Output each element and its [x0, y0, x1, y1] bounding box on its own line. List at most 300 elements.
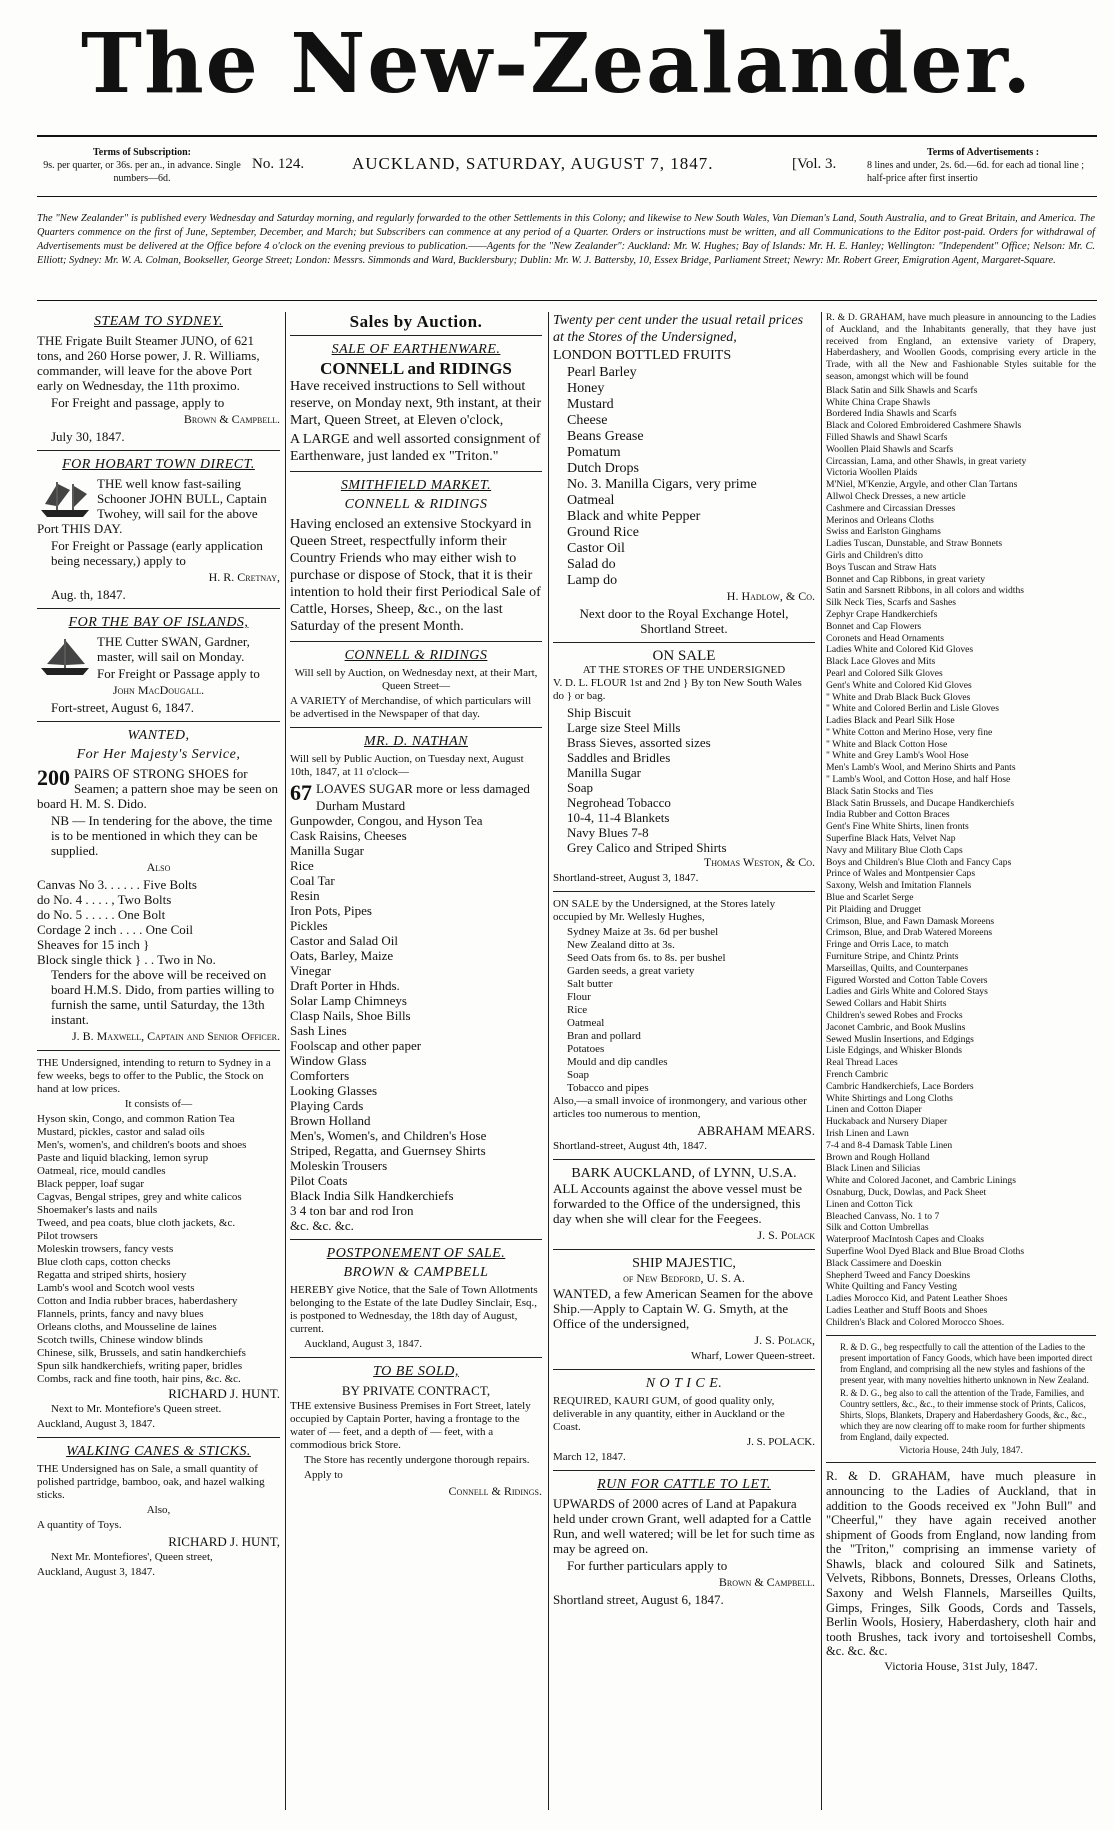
- wanted-heading: WANTED,: [127, 728, 190, 743]
- canes-toys: A quantity of Toys.: [37, 1519, 122, 1531]
- ship-heading: SHIP MAJESTIC,: [632, 1256, 736, 1271]
- list-item: Linen and Cotton Tick: [826, 1198, 913, 1210]
- list-item: Boys Tuscan and Straw Hats: [826, 561, 937, 573]
- notice-heading: N O T I C E.: [645, 1376, 723, 1391]
- hobart-body: THE well know fast-sailing Schooner JOHN BULL, Captain Twohey, will sail for the above Port THIS DAY.: [37, 476, 267, 536]
- list-item: Cashmere and Circassian Dresses: [826, 502, 956, 514]
- list-item: Salt butter: [567, 978, 613, 990]
- variety-intro: Will sell by Auction, on Wednesday next, at their Mart, Queen Street—: [294, 667, 538, 692]
- sold-store: The Store has recently undergone thorough repairs.: [304, 1454, 530, 1466]
- list-item: Shepherd Tweed and Fancy Doeskins: [826, 1269, 971, 1281]
- list-item: Superfine Wool Dyed Black and Blue Broad Cloths: [826, 1245, 1025, 1257]
- list-item: Gent's Fine White Shirts, linen fronts: [826, 821, 969, 833]
- list-item: Manilla Sugar: [567, 765, 642, 780]
- smithfield-heading: SMITHFIELD MARKET.: [340, 478, 492, 493]
- column-2: [290, 312, 542, 1501]
- column-1: [37, 312, 280, 1581]
- postponement-body: HEREBY give Notice, that the Sale of Town Allotments belonging to the Estate of the late Dudley Sinclair, Esq., is postponed to Wednesday, the 18th day of August, current.: [290, 1284, 538, 1335]
- list-item: Sash Lines: [290, 1023, 347, 1038]
- list-item: do No. 4 . . . . , Two Bolts: [37, 892, 172, 907]
- list-item: Black pepper, loaf sugar: [37, 1178, 145, 1190]
- list-item: Cask Raisins, Cheeses: [290, 828, 407, 843]
- list-item: Woollen Plaid Shawls and Scarfs: [826, 443, 954, 455]
- sold-apply: Apply to: [304, 1469, 343, 1481]
- list-item: Mould and dip candles: [567, 1056, 668, 1068]
- earthenware-body: Have received instructions to Sell without reserve, on Monday next, 9th instant, at their Mart, Queen Street, at Eleven o'clock,: [290, 379, 542, 428]
- list-item: Black Linen and Silicias: [826, 1163, 921, 1175]
- nathan-first: LOAVES SUGAR more or less damaged: [316, 781, 530, 796]
- list-item: Oatmeal: [567, 493, 615, 508]
- graham-intro: R. & D. GRAHAM, have much pleasure in announcing to the Ladies of Auckland, and the Inhabitants generally, that they have just received from England, an extensive variety of Drapery, Haberdashery, and Woollen Goods, comprising every article in the Trade, with all the New and Fashionable Styles suitable for the season, amongst which will be found: [826, 312, 1096, 382]
- list-item: 10-4, 11-4 Blankets: [567, 810, 670, 825]
- london-items: [553, 365, 815, 589]
- canes-address: Next Mr. Montefiores', Queen street,: [51, 1551, 213, 1563]
- list-item: White China Crape Shawls: [826, 396, 931, 408]
- list-item: Pomatum: [567, 445, 621, 460]
- list-item: Rice: [290, 858, 314, 873]
- column-3: [553, 312, 815, 1609]
- hunt-sign: RICHARD J. HUNT.: [168, 1386, 280, 1401]
- list-item: Crimson, Blue, and Fawn Damask Moreens: [826, 915, 995, 927]
- run-heading: RUN FOR CATTLE TO LET.: [597, 1477, 771, 1492]
- separator: [553, 891, 815, 892]
- list-item: Gent's White and Colored Kid Gloves: [826, 679, 972, 691]
- list-item: Striped, Regatta, and Guernsey Shirts: [290, 1143, 486, 1158]
- separator: [826, 1462, 1096, 1463]
- ship-sub: of New Bedford, U. S. A.: [623, 1271, 745, 1285]
- list-item: Men's, women's, and children's boots and shoes: [37, 1139, 247, 1151]
- list-item: Comforters: [290, 1068, 350, 1083]
- list-item: Cordage 2 inch . . . . One Coil: [37, 922, 193, 937]
- wanted-items: [37, 877, 280, 967]
- smithfield-body: Having enclosed an extensive Stockyard in Queen Street, respectfully inform their Country Friends who may either wish to purchase or dispose of Stock, that it is their intention to hold their first Periodical Sale of Cattle, Horses, Sheep, &c., on the last Saturday of the present Month.: [290, 517, 541, 634]
- list-item: Ship Biscuit: [567, 705, 631, 720]
- list-item: Manilla Sugar: [290, 843, 365, 858]
- list-item: Foolscap and other paper: [290, 1038, 422, 1053]
- list-item: Victoria Woollen Plaids: [826, 467, 918, 479]
- mears-date: Shortland-street, August 4th, 1847.: [553, 1140, 707, 1152]
- hobart-heading: FOR HOBART TOWN DIRECT.: [62, 457, 255, 472]
- list-item: Flannels, prints, fancy and navy blues: [37, 1308, 204, 1320]
- wanted-sign: J. B. Maxwell, Captain and Senior Officer.: [71, 1029, 280, 1043]
- wanted-nb: NB — In tendering for the above, the time is to be mentioned in which they can be supplied.: [51, 813, 273, 858]
- masthead-title: The New-Zealander.: [81, 16, 1033, 112]
- list-item: Castor and Salad Oil: [290, 933, 398, 948]
- variety-body: A VARIETY of Merchandise, of which particulars will be advertised in the Newspaper of that day.: [290, 695, 532, 720]
- list-item: Bran and pollard: [567, 1030, 641, 1042]
- list-item: 7-4 and 8-4 Damask Table Linen: [826, 1139, 953, 1151]
- ship-address: Wharf, Lower Queen-street.: [691, 1350, 815, 1362]
- top-rule: [37, 135, 1097, 137]
- hunt-items: [37, 1113, 280, 1386]
- postponement-date: Auckland, August 3, 1847.: [304, 1338, 422, 1350]
- list-item: Large size Steel Mills: [567, 720, 681, 735]
- list-item: Fringe and Orris Lace, to match: [826, 939, 949, 951]
- separator: [553, 1249, 815, 1250]
- list-item: Negrohead Tobacco: [567, 795, 671, 810]
- sold-sub: BY PRIVATE CONTRACT,: [341, 1383, 491, 1398]
- separator: [553, 1159, 815, 1160]
- list-item: Grey Calico and Striped Shirts: [567, 840, 727, 855]
- list-item: Men's Lamb's Wool, and Merino Shirts and Pants: [826, 762, 1016, 774]
- london-address: Next door to the Royal Exchange Hotel, Shortland Street.: [579, 606, 789, 636]
- subscription-terms: [37, 146, 247, 185]
- hunt-date: Auckland, August 3, 1847.: [37, 1418, 155, 1430]
- list-item: Black Satin and Silk Shawls and Scarfs: [826, 384, 978, 396]
- list-item: Soap: [567, 780, 593, 795]
- list-item: Ladies Tuscan, Dunstable, and Straw Bonnets: [826, 538, 1003, 550]
- run-further: For further particulars apply to: [567, 1558, 728, 1573]
- earthenware-lot: A LARGE and well assorted consignment of Earthenware, just landed ex "Triton.": [290, 432, 541, 464]
- postponement-firm: BROWN & CAMPBELL: [343, 1265, 489, 1280]
- hobart-freight: For Freight or Passage (early application being necessary,) apply to: [51, 538, 263, 568]
- separator: [290, 335, 542, 336]
- list-item: Canvas No 3. . . . . . Five Bolts: [37, 877, 197, 892]
- list-item: Beans Grease: [567, 429, 644, 444]
- list-item: Silk Neck Ties, Scarfs and Sashes: [826, 597, 957, 609]
- list-item: Pearl Barley: [567, 365, 637, 380]
- list-item: Pilot trowsers: [37, 1230, 98, 1242]
- separator: [290, 1239, 542, 1240]
- list-item: Zephyr Crape Handkerchiefs: [826, 608, 938, 620]
- list-item: 3 4 ton bar and rod Iron: [290, 1203, 414, 1218]
- list-item: " White Cotton and Merino Hose, very fine: [826, 726, 993, 738]
- list-item: Pit Plaiding and Drugget: [826, 903, 922, 915]
- list-item: Jaconet Cambric, and Book Muslins: [826, 1021, 966, 1033]
- list-item: " White and Grey Lamb's Wool Hose: [826, 750, 969, 762]
- list-item: Orleans cloths, and Mousseline de laines: [37, 1321, 217, 1333]
- column-rule: [548, 312, 549, 1810]
- list-item: Bonnet and Cap Ribbons, in great variety: [826, 573, 986, 585]
- list-item: Mustard: [567, 397, 614, 412]
- list-item: Oatmeal: [567, 1017, 605, 1029]
- graham-p3: R. & D. G., beg also to call the attention of the Trade, Families, and Country settlers, &c., &c., to their immense stock of Prints, Calicos, Shirts, Slops, Blankets, Drapery and Haberdashery Goods, &c., &c., which they are now clearing off to make room for further shipments from England, daily expected.: [840, 1387, 1087, 1442]
- onsale-sign: Thomas Weston, & Co.: [703, 855, 815, 869]
- list-item: Waterproof MacIntosh Capes and Cloaks: [826, 1234, 985, 1246]
- ship-icon: [37, 636, 93, 678]
- notice-rule: [37, 300, 1097, 301]
- separator: [553, 1470, 815, 1471]
- notice-sign: J. S. POLACK.: [746, 1436, 815, 1448]
- graham-date: Victoria House, 24th July, 1847.: [899, 1444, 1023, 1456]
- hunt-consists: It consists of—: [124, 1098, 193, 1110]
- list-item: Black Satin Stocks and Ties: [826, 785, 934, 797]
- list-item: Garden seeds, a great variety: [567, 965, 695, 977]
- list-item: Black Lace Gloves and Mits: [826, 656, 936, 668]
- list-item: Shoemaker's lasts and nails: [37, 1204, 158, 1216]
- wanted-number: 200: [37, 765, 70, 790]
- separator: [290, 641, 542, 642]
- sales-heading: Sales by Auction.: [349, 312, 483, 331]
- issue-number: No. 124.: [252, 156, 305, 172]
- separator: [826, 1335, 1096, 1336]
- list-item: India Rubber and Cotton Braces: [826, 809, 950, 821]
- list-item: Moleskin trowsers, fancy vests: [37, 1243, 174, 1255]
- list-item: Brown Holland: [290, 1113, 371, 1128]
- mears-body: ON SALE by the Undersigned, at the Stores lately occupied by Mr. Wellesly Hughes,: [553, 898, 776, 923]
- list-item: Cagvas, Bengal stripes, grey and white calicos: [37, 1191, 242, 1203]
- list-item: Resin: [290, 888, 320, 903]
- list-item: Navy Blues 7-8: [567, 825, 649, 840]
- wanted-body: PAIRS OF STRONG SHOES for Seamen; a pattern shoe may be seen on board H. M. S. Dido.: [37, 766, 278, 811]
- list-item: Combs, rack and fine tooth, hair pins, &c. &c.: [37, 1373, 241, 1385]
- sold-heading: TO BE SOLD,: [373, 1364, 459, 1379]
- separator: [553, 642, 815, 643]
- list-item: Huckaback and Nursery Diaper: [826, 1116, 948, 1128]
- list-item: Saxony, Welsh and Imitation Flannels: [826, 880, 972, 892]
- publication-notice: The "New Zealander" is published every Wednesday and Saturday morning, and regularly forwarded to the other Settlements in this Colony; and likewise to New South Wales, Van Dieman's Land, South Australia, and to Great Britain, and America. The Quarters commence on the first of June, September, December, and March; but Subscribers can commence at any period of a Quarter. Orders or instructions must be written, and all Communications to the Editor post-paid. Orders for withdrawal of Advertisements must be delivered at the Office before 4 o'clock on the evening previous to publication.——Agents for the "New Zealander": Auckland: Mr. W. Hughes; Bay of Islands: Mr. H. E. Hanley; Wellington: "Independent" Office; Nelson: Mr. C. Elliott; Sydney: Mr. W. A. Colman, Bookseller, George Street; London: Messrs. Simmonds and Ward, Bucklersbury; Dublin: Mr. W. J. Battersby, 10, Essex Bridge, Parliament Street; Newry: Mr. Robert Greer, Emigration Agent, Margaret-Square.: [37, 213, 1095, 266]
- list-item: Bonnet and Cap Flowers: [826, 620, 922, 632]
- list-item: Blue and Scarlet Serge: [826, 892, 914, 904]
- list-item: Cambric Handkerchiefs, Lace Borders: [826, 1080, 974, 1092]
- list-item: Mustard, pickles, castor and salad oils: [37, 1126, 205, 1138]
- list-item: " Lamb's Wool, and Cotton Hose, and half Hose: [826, 774, 1011, 786]
- london-sign: H. Hadlow, & Co.: [726, 589, 815, 603]
- separator: [37, 721, 280, 722]
- bay-date: Fort-street, August 6, 1847.: [51, 700, 194, 715]
- advert-text: 8 lines and under, 2s. 6d.—6d. for each ad tional line ; half-price after first insertio: [867, 160, 1085, 184]
- list-item: Black and white Pepper: [567, 509, 701, 524]
- mears-sign: ABRAHAM MEARS.: [697, 1123, 815, 1138]
- list-item: Superfine Black Hats, Velvet Nap: [826, 833, 956, 845]
- graham2-date: Victoria House, 31st July, 1847.: [884, 1659, 1038, 1674]
- list-item: Honey: [567, 381, 605, 396]
- list-item: Crimson, Blue, and Drab Watered Moreens: [826, 927, 993, 939]
- list-item: Pickles: [290, 918, 328, 933]
- list-item: Real Thread Laces: [826, 1057, 898, 1069]
- ship-icon: [37, 478, 93, 520]
- mears-items: [553, 926, 815, 1095]
- list-item: Castor Oil: [567, 541, 625, 556]
- list-item: Pilot Coats: [290, 1173, 348, 1188]
- list-item: Osnaburg, Duck, Dowlas, and Pack Sheet: [826, 1186, 987, 1198]
- hobart-date: Aug. th, 1847.: [51, 587, 126, 602]
- advert-title: Terms of Advertisements :: [926, 147, 1040, 158]
- list-item: Black and Colored Embroidered Cashmere Shawls: [826, 420, 1022, 432]
- onsale-first: V. D. L. FLOUR 1st and 2nd } By ton New South Wales do } or bag.: [553, 677, 802, 702]
- nathan-items: [290, 798, 542, 1233]
- list-item: Bleached Canvass, No. 1 to 7: [826, 1210, 940, 1222]
- list-item: Prince of Wales and Montpensier Caps: [826, 868, 976, 880]
- run-date: Shortland street, August 6, 1847.: [553, 1592, 724, 1607]
- steam-date: July 30, 1847.: [51, 429, 125, 444]
- list-item: Navy and Military Blue Cloth Caps: [826, 844, 963, 856]
- bay-heading: FOR THE BAY OF ISLANDS,: [68, 615, 249, 630]
- list-item: Soap: [567, 1069, 589, 1081]
- list-item: Durham Mustard: [316, 798, 406, 813]
- dateline-rule: [37, 196, 1097, 197]
- list-item: Vinegar: [290, 963, 332, 978]
- list-item: Black Cassimere and Doeskin: [826, 1257, 942, 1269]
- canes-sign: RICHARD J. HUNT,: [168, 1534, 280, 1549]
- sold-body: THE extensive Business Premises in Fort Street, lately occupied by Captain Porter, having a frontage to the water of — feet, and a depth of — feet, with a commodious brick Store.: [290, 1400, 531, 1451]
- bark-heading: BARK AUCKLAND, of LYNN, U.S.A.: [571, 1166, 797, 1181]
- list-item: Sewed Muslin Insertions, and Edgings: [826, 1033, 974, 1045]
- list-item: do No. 5 . . . . . One Bolt: [37, 907, 166, 922]
- nathan-number: 67: [290, 780, 312, 805]
- london-first: LONDON BOTTLED FRUITS: [553, 348, 732, 363]
- separator: [290, 1357, 542, 1358]
- dateline: [37, 140, 1097, 192]
- canes-body: THE Undersigned has on Sale, a small quantity of polished partridge, bamboo, oak, and hazel walking sticks.: [37, 1463, 265, 1501]
- list-item: Satin and Sarsnett Ribbons, in all colors and widths: [826, 585, 1024, 597]
- list-item: Solar Lamp Chimneys: [290, 993, 407, 1008]
- list-item: Swiss and Earlston Ginghams: [826, 526, 941, 538]
- list-item: Salad do: [567, 557, 616, 572]
- list-item: Figured Worsted and Cotton Table Covers: [826, 974, 988, 986]
- bay-sign: John MacDougall.: [112, 683, 205, 697]
- list-item: Gunpowder, Congou, and Hyson Tea: [290, 813, 483, 828]
- graham2-body: R. & D. GRAHAM, have much pleasure in announcing to the Ladies of Auckland, that in addition to the Goods received ex "John Bull" and "Cheerful," they have again received another shipment of Goods from England, now landing from the "Triton," comprising an immense variety of Shawls, black and coloured Silk and Satinets, Velvets, Ribbons, Bonnets, Dresses, Orleans Cloths, Saxony and Welsh Flannels, Marseilles Quilts, Gimps, Fringes, Silk Goods, Cords and Tassels, Berlin Wools, Hosiery, Haberdashery, cloth hair and tooth Brushes, tack ivory and tortoiseshell Combs, &c. &c. &c.: [826, 1469, 1096, 1659]
- list-item: Merinos and Orleans Cloths: [826, 514, 934, 526]
- list-item: Sheaves for 15 inch }: [37, 937, 150, 952]
- list-item: Spun silk handkerchiefs, writing paper, bridles: [37, 1360, 243, 1372]
- list-item: Linen and Cotton Diaper: [826, 1104, 922, 1116]
- list-item: Playing Cards: [290, 1098, 364, 1113]
- list-item: Black India Silk Handkerchiefs: [290, 1188, 454, 1203]
- list-item: Ground Rice: [567, 525, 639, 540]
- list-item: Sewed Collars and Habit Shirts: [826, 998, 947, 1010]
- ship-sign: J. S. Polack,: [754, 1333, 815, 1347]
- list-item: Tweed, and pea coats, blue cloth jackets, &c.: [37, 1217, 236, 1229]
- mears-also: Also,—a small invoice of ironmongery, and various other articles too numerous to mention,: [553, 1095, 807, 1120]
- list-item: Looking Glasses: [290, 1083, 378, 1098]
- subscription-text: 9s. per quarter, or 36s. per an., in advance. Single numbers—6d.: [43, 160, 241, 184]
- list-item: " White and Colored Berlin and Lisle Gloves: [826, 703, 999, 715]
- list-item: Window Glass: [290, 1053, 367, 1068]
- list-item: Cotton and India rubber braces, haberdashery: [37, 1295, 238, 1307]
- nathan-intro: Will sell by Public Auction, on Tuesday next, August 10th, 1847, at 11 o'clock—: [290, 753, 524, 778]
- list-item: Cheese: [567, 413, 608, 428]
- bay-freight: For Freight or Passage apply to: [97, 666, 260, 681]
- list-item: Coal Tar: [290, 873, 335, 888]
- list-item: " White and Drab Black Buck Gloves: [826, 691, 971, 703]
- list-item: Saddles and Bridles: [567, 750, 671, 765]
- notice-date: March 12, 1847.: [553, 1451, 626, 1463]
- list-item: Blue cloth caps, cotton checks: [37, 1256, 171, 1268]
- list-item: Boys and Children's Blue Cloth and Fancy Caps: [826, 856, 1012, 868]
- list-item: Irish Linen and Lawn: [826, 1127, 909, 1139]
- run-body: UPWARDS of 2000 acres of Land at Papakura held under crown Grant, well adapted for a Cattle Run, and well watered; will be let for such time as may be agreed on.: [553, 1496, 815, 1556]
- list-item: Children's Black and Colored Morocco Shoes.: [826, 1316, 1005, 1328]
- list-item: Pearl and Colored Silk Gloves: [826, 667, 943, 679]
- separator: [37, 450, 280, 451]
- list-item: Chinese, silk, Brussels, and satin handkerchiefs: [37, 1347, 246, 1359]
- graham-p2: R. & D. G., beg respectfully to call the attention of the Ladies to the present importation of Fancy Goods, which have been imported direct from England, and comprising all the new styles and fashions of the present year, with many novelties hitherto unknown in New Zealand.: [840, 1341, 1093, 1385]
- column-4: [826, 312, 1096, 1675]
- list-item: Draft Porter in Hhds.: [290, 978, 400, 993]
- bark-body: ALL Accounts against the above vessel must be forwarded to the Office of the undersigned, this day when she will clear for the Feegees.: [553, 1181, 802, 1226]
- column-rule: [821, 312, 822, 1810]
- onsale-items: [553, 705, 815, 855]
- hunt-body: THE Undersigned, intending to return to Sydney in a few weeks, begs to offer to the Public, the Stock on hand at low prices.: [37, 1057, 271, 1095]
- postponement-heading: POSTPONEMENT OF SALE.: [326, 1246, 506, 1261]
- wanted-also: Also: [146, 860, 171, 874]
- list-item: Silk and Cotton Umbrellas: [826, 1222, 929, 1234]
- list-item: Black Satin Brussels, and Ducape Handkerchiefs: [826, 797, 1015, 809]
- list-item: Regatta and striped shirts, hosiery: [37, 1269, 187, 1281]
- steam-heading: STEAM TO SYDNEY.: [94, 314, 223, 329]
- list-item: Filled Shawls and Shawl Scarfs: [826, 431, 948, 443]
- graham-items: [826, 385, 1096, 1329]
- list-item: Sydney Maize at 3s. 6d per bushel: [567, 926, 719, 938]
- list-item: Men's, Women's, and Children's Hose: [290, 1128, 487, 1143]
- list-item: Potatoes: [567, 1043, 605, 1055]
- list-item: Oats, Barley, Maize: [290, 948, 394, 963]
- list-item: Ladies Black and Pearl Silk Hose: [826, 715, 955, 727]
- list-item: Brown and Rough Holland: [826, 1151, 930, 1163]
- list-item: Moleskin Trousers: [290, 1158, 388, 1173]
- list-item: Ladies Leather and Stuff Boots and Shoes: [826, 1304, 988, 1316]
- wanted-tender: Tenders for the above will be received on board H.M.S. Dido, from parties willing to furnish the same, until Saturday, the 13th instant.: [51, 967, 275, 1027]
- list-item: Children's sewed Robes and Frocks: [826, 1010, 963, 1022]
- list-item: Furniture Stripe, and Chintz Prints: [826, 951, 959, 963]
- separator: [553, 1369, 815, 1370]
- list-item: New Zealand ditto at 3s.: [567, 939, 675, 951]
- list-item: Block single thick } . . Two in No.: [37, 952, 216, 967]
- list-item: Dutch Drops: [567, 461, 639, 476]
- onsale-date: Shortland-street, August 3, 1847.: [553, 872, 699, 884]
- variety-firm: CONNELL & RIDINGS: [344, 648, 488, 663]
- list-item: Allwol Check Dresses, a new article: [826, 490, 966, 502]
- column-rule: [285, 312, 286, 1810]
- canes-heading: WALKING CANES & STICKS.: [66, 1444, 251, 1459]
- volume: [Vol. 3.: [792, 156, 837, 172]
- notice-body: REQUIRED, KAURI GUM, of good quality only, deliverable in any quantity, either in Auckland or the Coast.: [553, 1395, 785, 1433]
- list-item: " White and Black Cotton Hose: [826, 738, 948, 750]
- ship-body: WANTED, a few American Seamen for the above Ship.—Apply to Captain W. G. Smyth, at the Office of the undersigned,: [553, 1286, 813, 1331]
- list-item: White and Colored Jaconet, and Cambric Linings: [826, 1175, 1016, 1187]
- list-item: Ladies and Girls White and Colored Stays: [826, 986, 988, 998]
- list-item: Hyson skin, Congo, and common Ration Tea: [37, 1113, 235, 1125]
- canes-date: Auckland, August 3, 1847.: [37, 1566, 155, 1578]
- list-item: Brass Sieves, assorted sizes: [567, 735, 711, 750]
- bark-sign: J. S. Polack: [757, 1228, 815, 1242]
- list-item: Girls and Children's ditto: [826, 549, 923, 561]
- list-item: White Shirtings and Long Cloths: [826, 1092, 953, 1104]
- steam-freight: For Freight and passage, apply to: [51, 395, 225, 410]
- smithfield-firm: CONNELL & RIDINGS: [344, 497, 488, 512]
- list-item: Paste and liquid blacking, lemon syrup: [37, 1152, 209, 1164]
- london-intro: Twenty per cent under the usual retail prices at the Stores of the Undersigned,: [553, 313, 804, 345]
- list-item: Tobacco and pipes: [567, 1082, 649, 1094]
- list-item: Lisle Edgings, and Whisker Blonds: [826, 1045, 962, 1057]
- canes-also: Also,: [146, 1504, 171, 1516]
- list-item: Oatmeal, rice, mould candles: [37, 1165, 166, 1177]
- sold-sign: Connell & Ridings.: [448, 1484, 542, 1498]
- earthenware-firm: CONNELL and RIDINGS: [320, 359, 512, 378]
- steam-body: THE Frigate Built Steamer JUNO, of 621 tons, and 260 Horse power, J. R. Williams, commander, will leave for the above Port early on Wednesday, the 11th proximo.: [37, 333, 260, 393]
- list-item: French Cambric: [826, 1069, 889, 1080]
- earthenware-heading: SALE OF EARTHENWARE.: [331, 342, 501, 357]
- subscription-title: Terms of Subscription:: [93, 147, 191, 158]
- list-item: Iron Pots, Pipes: [290, 903, 372, 918]
- list-item: &c. &c. &c.: [290, 1218, 354, 1233]
- list-item: Lamb's wool and Scotch wool vests: [37, 1282, 195, 1294]
- list-item: White Quilting and Fancy Vesting: [826, 1281, 957, 1293]
- nathan-heading: MR. D. NATHAN: [364, 734, 468, 749]
- bay-body: THE Cutter SWAN, Gardner, master, will sail on Monday.: [97, 634, 250, 664]
- list-item: Marseillas, Quilts, and Counterpanes: [826, 962, 969, 974]
- list-item: Clasp Nails, Shoe Bills: [290, 1008, 411, 1023]
- list-item: M'Niel, M'Kenzie, Argyle, and other Clan Tartans: [826, 479, 1018, 491]
- list-item: Ladies White and Colored Kid Gloves: [826, 644, 974, 656]
- list-item: Flour: [567, 991, 591, 1003]
- onsale-sub: AT THE STORES OF THE UNDERSIGNED: [582, 664, 786, 676]
- separator: [37, 608, 280, 609]
- steam-sign: Brown & Campbell.: [183, 412, 280, 426]
- wanted-sub: For Her Majesty's Service,: [76, 747, 241, 762]
